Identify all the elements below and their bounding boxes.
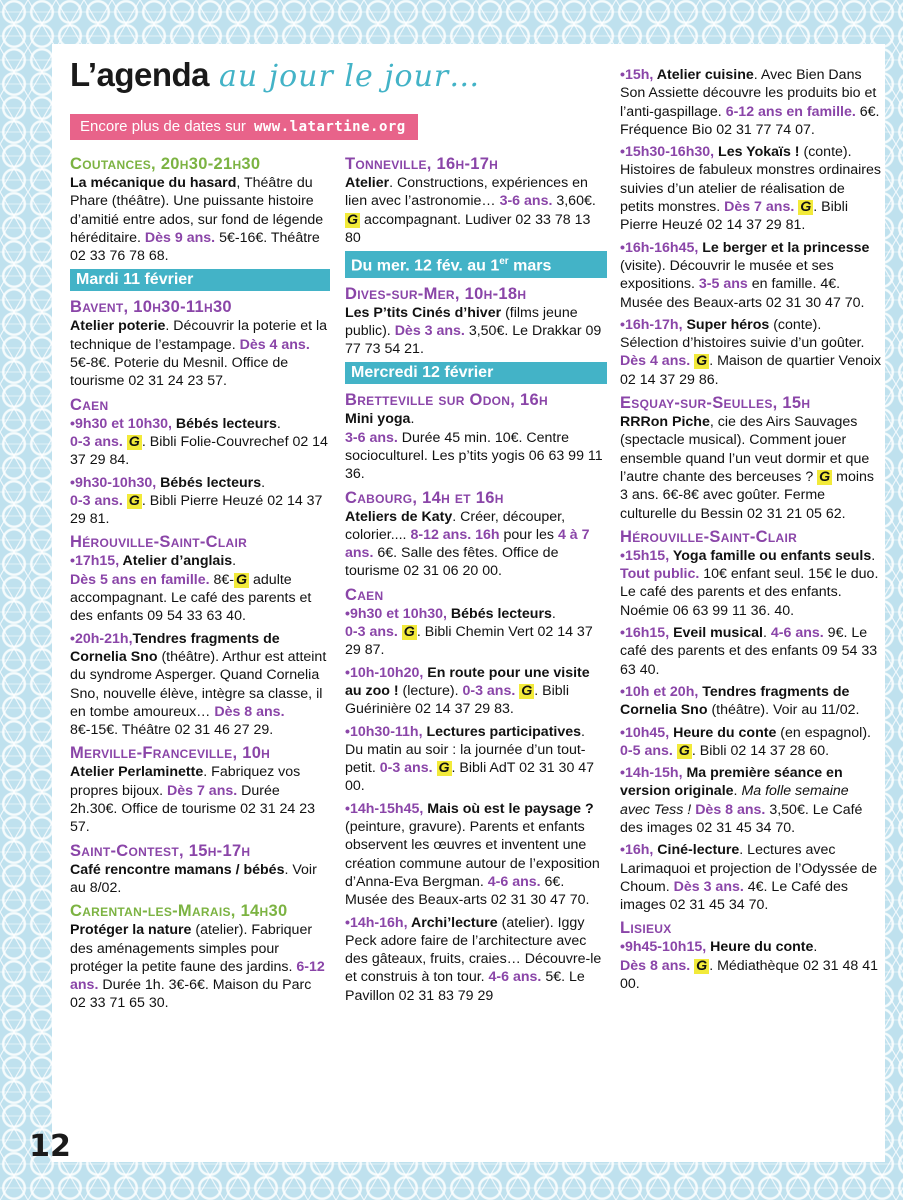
- event-age: 4-6 ans.: [487, 873, 541, 890]
- event-info: . Maison de quartier Venoix 02 14 37 29 86.: [620, 353, 882, 388]
- event-title: Ma première séance en version originale: [620, 765, 843, 800]
- event-title: Lectures participatives: [422, 723, 582, 740]
- event-info: . Bibli Chemin Vert 02 14 37 29 87.: [345, 624, 593, 659]
- event-description: . Du matin au soir : la journée d’un tout-petit.: [345, 723, 586, 777]
- event-age: Dès 8 ans.: [620, 957, 691, 974]
- event-info: . Bibli Folie-Couvrechef 02 14 37 29 84.: [70, 433, 328, 469]
- event-title: Bébés lecteurs: [171, 415, 277, 432]
- event-punct: .: [551, 605, 556, 622]
- event-age: Dès 4 ans.: [620, 353, 691, 370]
- event-place: Bretteville sur Odon, 16h: [345, 391, 548, 410]
- date-bar-sup: er: [499, 256, 509, 268]
- event-age: Dès 3 ans.: [394, 322, 465, 339]
- event-herouville: [70, 532, 330, 739]
- event-info: moins 3 ans. 6€-8€ avec goûter. Ferme culturelle du Bessin 02 31 21 05 62.: [620, 468, 875, 522]
- event-time: •14h-15h,: [620, 765, 683, 782]
- free-badge: G: [438, 760, 450, 777]
- event-place: Merville-Franceville, 10h: [70, 744, 271, 763]
- event-title: Le berger et la princesse: [698, 239, 870, 256]
- event-age: Dès 7 ans.: [167, 782, 238, 799]
- event-place: Hérouville-Saint-Clair: [70, 533, 248, 552]
- agenda-title: L’agenda: [70, 56, 210, 93]
- event-title: Tendres fragments de Cornelia Sno: [620, 683, 850, 719]
- event-description: (conte). Sélection d’histoires suivie d’un goûter.: [620, 316, 865, 352]
- free-badge: G: [128, 433, 140, 450]
- event-age: 6-12 ans en famille.: [725, 103, 856, 120]
- event-title: Mais où est le paysage ?: [423, 800, 594, 817]
- agenda-header: [70, 56, 600, 106]
- event-time: •15h30-16h30,: [620, 144, 715, 161]
- date-bar-mercredi: Mercredi 12 février: [345, 362, 607, 384]
- event-time: •15h15,: [620, 547, 670, 564]
- event-info: . Bibli Pierre Heuzé 02 14 37 29 81.: [70, 492, 323, 528]
- event-time: •10h45,: [620, 724, 670, 741]
- event-info: 4€. Le Café des images 02 31 45 34 70.: [620, 878, 848, 914]
- event-description: (films jeune public).: [345, 304, 578, 339]
- event-age: 3-6 ans.: [499, 193, 553, 210]
- event-info: 6€. Musée des Beaux-arts 02 31 30 47 70.: [345, 873, 590, 909]
- event-title: Les Yokaïs !: [714, 144, 800, 161]
- event-saint-contest: [70, 841, 330, 898]
- event-info: 6€. Fréquence Bio 02 31 77 74 07.: [620, 103, 880, 138]
- event-age: 3-5 ans: [698, 276, 748, 293]
- event-carentan: [70, 901, 330, 1012]
- event-title: Super héros: [682, 316, 770, 333]
- date-bar-text: Du mer. 12 fév. au 1: [351, 257, 500, 275]
- event-title: Les P’tits Cinés d’hiver: [345, 304, 502, 321]
- event-age: 4 à 7 ans.: [345, 526, 590, 562]
- event-place: Lisieux: [620, 919, 672, 938]
- event-punct: .: [871, 547, 876, 564]
- event-age: 6-12 ans.: [70, 958, 325, 994]
- event-title: Protéger la nature: [70, 922, 192, 939]
- event-info: 5€-16€. Théâtre 02 33 76 78 68.: [70, 229, 320, 265]
- event-age: 0-3 ans.: [70, 433, 123, 450]
- event-title: RRRon Piche: [620, 414, 710, 431]
- free-badge: G: [128, 492, 140, 509]
- event-age: Tout public.: [620, 566, 700, 583]
- more-dates-text: Encore plus de dates sur: [80, 118, 246, 135]
- event-title: Tendres fragments de Cornelia Sno: [70, 630, 280, 665]
- event-time: •9h30-10h30,: [70, 474, 157, 491]
- free-badge: G: [819, 468, 831, 485]
- event-price: 3,60€.: [552, 193, 596, 210]
- event-title: La mécanique du hasard: [70, 175, 237, 191]
- event-place: Coutances, 20h30-21h30: [70, 155, 261, 173]
- event-price: 8€-: [209, 571, 235, 588]
- event-title: Heure du conte: [669, 724, 777, 741]
- event-info: Durée 1h. 3€-6€. Maison du Parc 02 33 71 65 30.: [70, 977, 312, 1012]
- event-time: •10h-10h20,: [345, 664, 424, 681]
- event-info: 3,50€. Le Café des images 02 31 45 34 70.: [620, 801, 863, 836]
- event-punct: .: [410, 411, 415, 428]
- free-badge: G: [403, 624, 415, 641]
- event-title: Atelier: [345, 175, 390, 191]
- event-age: Dès 8 ans.: [214, 703, 285, 720]
- event-info: (théâtre). Voir au 11/02.: [707, 702, 860, 719]
- event-time: •16h-16h45,: [620, 239, 699, 256]
- date-bar-mardi: Mardi 11 février: [70, 269, 330, 291]
- event-age: 0-5 ans.: [620, 742, 673, 759]
- event-lisieux: [620, 918, 882, 993]
- event-punct: .: [733, 783, 742, 800]
- event-info: Durée 2h.30€. Office de tourisme 02 31 24 23 57.: [70, 782, 316, 836]
- event-time: •15h,: [620, 67, 654, 83]
- event-place: Tonneville, 16h-17h: [345, 155, 499, 173]
- event-description: (théâtre). Arthur est atteint du syndrome Asperger. Quand Cornelia Sno, nouvelle élève, intègre sa classe, il en tombe amoureux…: [70, 648, 327, 720]
- event-age: Dès 7 ans.: [724, 199, 795, 216]
- event-time: •9h30 et 10h30,: [345, 605, 447, 622]
- event-place: Saint-Contest, 15h-17h: [70, 841, 251, 860]
- event-time: •16h15,: [620, 625, 670, 642]
- event-age: Dès 3 ans.: [673, 878, 744, 895]
- free-badge: G: [800, 199, 812, 216]
- event-info: . Bibli 02 14 37 28 60.: [691, 742, 830, 759]
- event-time: •16h-17h,: [620, 316, 683, 333]
- event-description: . Avec Bien Dans Son Assiette découvre les produits bio et l’anti-gaspillage.: [620, 67, 877, 120]
- event-info: . Bibli Pierre Heuzé 02 14 37 29 81.: [620, 199, 848, 234]
- agenda-title-script: au jour le jour…: [219, 59, 481, 94]
- event-info: . Bibli Guérinière 02 14 37 29 83.: [345, 682, 569, 718]
- free-badge: G: [696, 353, 708, 370]
- event-info: 6€. Salle des fêtes. Office de tourisme 02 31 06 20 00.: [345, 545, 559, 580]
- event-age: 4-6 ans.: [488, 969, 542, 986]
- event-info: 5€. Le Pavillon 02 31 83 79 29: [345, 969, 585, 1004]
- event-age: 0-3 ans.: [70, 492, 123, 509]
- event-description: . Fabriquez vos propres bijoux.: [70, 764, 301, 799]
- event-description: . Découvrir la poterie et la technique de l’estampage.: [70, 318, 328, 353]
- free-badge: G: [696, 957, 708, 974]
- event-time: •14h-16h,: [345, 914, 408, 931]
- event-place: Caen: [345, 585, 384, 604]
- event-title: Archi’lecture: [407, 914, 498, 931]
- free-badge: G: [236, 571, 248, 588]
- more-dates-banner: [70, 114, 418, 140]
- event-cabourg: [345, 488, 607, 581]
- event-time: •10h30-11h,: [345, 723, 423, 740]
- event-herouville-wed: [620, 527, 882, 915]
- event-info: . Voir au 8/02.: [70, 861, 317, 896]
- event-info: adulte accompagnant. Le café des parents et des enfants 09 54 33 63 40.: [70, 571, 312, 625]
- event-title: Ciné-lecture: [653, 842, 740, 859]
- event-info: accompagnant. Ludiver 02 33 78 13 80: [345, 211, 591, 246]
- free-badge: G: [521, 682, 533, 699]
- event-coutances: [70, 154, 330, 265]
- event-description: . Créer, découper, colorier....: [345, 508, 566, 543]
- event-punct: .: [276, 415, 281, 432]
- event-punct: .: [763, 625, 771, 642]
- event-info: . Médiathèque 02 31 48 41 00.: [620, 957, 879, 993]
- event-place: Cabourg, 14h et 16h: [345, 488, 504, 507]
- event-bretteville: [345, 390, 607, 483]
- event-info: 9€. Le café des parents et des enfants 09 54 33 63 40.: [620, 625, 878, 678]
- event-title: Atelier Perlaminette: [70, 764, 204, 781]
- event-info: 5€-8€. Poterie du Mesnil. Office de tourisme 02 31 24 23 57.: [70, 355, 289, 390]
- event-title: Atelier d’anglais: [119, 553, 233, 570]
- event-age: 3-6 ans.: [345, 429, 398, 446]
- event-merville: [70, 743, 330, 836]
- event-text: pour les: [499, 526, 558, 543]
- event-info: Durée 45 min. 10€. Centre socioculturel. Les p’tits yogis 06 63 99 11 36.: [345, 429, 603, 483]
- event-description: (atelier). Fabriquer des aménagements simples pour protéger la petite faune des jardins.: [70, 922, 313, 975]
- event-punct: .: [232, 553, 237, 570]
- event-age: 8-12 ans. 16h: [410, 526, 500, 543]
- event-caen: [70, 395, 330, 529]
- event-description: , Théâtre du Phare (théâtre). Une puissante histoire d’amitié entre ados, sur fond de légende héréditaire.: [70, 175, 324, 246]
- event-title: Bébés lecteurs: [446, 605, 552, 622]
- event-age: 0-3 ans.: [345, 624, 398, 641]
- event-age: Dès 8 ans.: [695, 801, 766, 818]
- event-place: Dives-sur-Mer, 10h-18h: [345, 284, 527, 303]
- event-place: Carentan-les-Marais, 14h30: [70, 902, 288, 921]
- event-description: (conte). Histoires de fabuleux monstres ordinaires suivies d’un atelier de réalisation de petits monstres.: [620, 144, 882, 216]
- film-title: Ma folle semaine avec Tess !: [620, 783, 849, 818]
- event-time: •10h et 20h,: [620, 683, 699, 700]
- date-bar-mer-to-mars: [345, 251, 607, 277]
- page-number: 12: [29, 1128, 71, 1164]
- event-description: . Lectures avec Larimaquoi et projection de l’Odyssée de Choum.: [620, 842, 878, 895]
- event-time: •9h30 et 10h30,: [70, 415, 172, 432]
- website-link[interactable]: www.latartine.org: [253, 119, 406, 135]
- event-place: Hérouville-Saint-Clair: [620, 527, 798, 546]
- event-place: Bavent, 10h30-11h30: [70, 298, 232, 317]
- event-description: (visite). Découvrir le musée et ses expositions.: [620, 257, 834, 293]
- event-title: Yoga famille ou enfants seuls: [669, 547, 872, 564]
- event-description: (en espagnol).: [776, 724, 872, 741]
- event-info: . Bibli AdT 02 31 30 47 00.: [345, 760, 595, 795]
- event-tonneville: [345, 154, 607, 247]
- free-badge: G: [347, 211, 359, 228]
- event-time: •16h,: [620, 842, 654, 859]
- event-dives: [345, 284, 607, 359]
- event-bavent: [70, 297, 330, 390]
- event-age: Dès 9 ans.: [144, 229, 216, 246]
- event-title: Atelier cuisine: [653, 67, 754, 83]
- event-time: •14h-15h45,: [345, 800, 424, 817]
- event-title: Ateliers de Katy: [345, 508, 453, 525]
- event-info: 10€ enfant seul. 15€ le duo. Le café des parents et des enfants. Noémie 06 63 99 11 36. 40.: [620, 566, 879, 619]
- event-description: (lecture).: [398, 682, 463, 699]
- event-title: Heure du conte: [706, 939, 814, 956]
- column-3: [620, 66, 882, 997]
- event-punct: .: [813, 939, 818, 956]
- event-esquay: [620, 393, 882, 523]
- event-description: (atelier). Iggy Peck adore faire de l’architecture avec des gâteaux, fruits, craies… Découvre-le et construis à ton tour.: [345, 914, 602, 986]
- event-place: Esquay-sur-Seulles, 15h: [620, 394, 811, 413]
- event-title: Mini yoga: [345, 411, 411, 428]
- event-place: Caen: [70, 395, 109, 414]
- event-age: 0-3 ans.: [379, 760, 433, 777]
- event-title: Café rencontre mamans / bébés: [70, 861, 285, 878]
- event-title: Atelier poterie: [70, 318, 166, 335]
- date-bar-text: mars: [508, 257, 552, 275]
- event-description: . Constructions, expériences en lien avec l’astronomie…: [345, 175, 588, 210]
- event-caen-wed: [345, 585, 607, 1005]
- free-badge: G: [678, 742, 690, 759]
- event-description: , cie des Airs Sauvages (spectacle musical). Comment jouer ensemble quand l’un veut dormir et que l’autre chante des berceuses ?: [620, 414, 870, 485]
- event-info: en famille. 4€. Musée des Beaux-arts 02 31 30 47 70.: [620, 276, 865, 311]
- event-time: •9h45-10h15,: [620, 939, 707, 956]
- event-title: En route pour une visite au zoo !: [345, 664, 590, 699]
- event-age: Dès 4 ans.: [239, 336, 310, 353]
- event-title: Eveil musical: [669, 625, 763, 642]
- event-age: 0-3 ans.: [462, 682, 516, 699]
- event-age: Dès 5 ans en famille.: [70, 571, 210, 588]
- event-caen-wed-continued: [620, 66, 882, 389]
- event-info: 8€-15€. Théâtre 02 31 46 27 29.: [70, 722, 274, 739]
- event-info: 3,50€. Le Drakkar 09 77 73 54 21.: [345, 322, 602, 358]
- event-time: •20h-21h,: [70, 630, 133, 647]
- event-age: 4-6 ans.: [770, 625, 824, 642]
- event-punct: .: [261, 474, 266, 491]
- event-description: (peinture, gravure). Parents et enfants observent les œuvres et inventent une création commune autour de l’exposition d’Anna-Eva Bergman.: [345, 819, 600, 890]
- event-time: •17h15,: [70, 553, 120, 570]
- column-1: [70, 154, 330, 1017]
- column-2: [345, 154, 607, 1009]
- event-title: Bébés lecteurs: [156, 474, 262, 491]
